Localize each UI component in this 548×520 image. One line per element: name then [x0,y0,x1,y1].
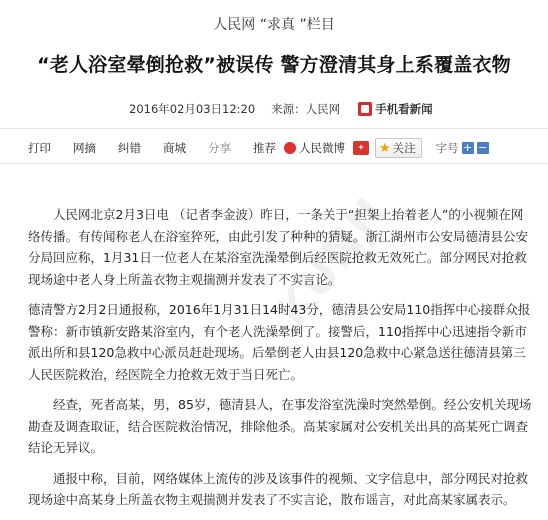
font-size-control [436,140,489,156]
column-label: 人民网 “求真 ”栏目 [213,17,335,33]
phone-news-icon [358,102,372,116]
share-label: 分享 [208,141,231,155]
paragraph: 德清警方2月2日通报称，2016年1月31日14时43分，德清县公安局110指挥中心接群众报警称：新市镇新安路某浴室内，有个老人洗澡晕倒了。接警后，110指挥中心迅速指令新市派出所和县120急救中心派员赶赴现场。后晕倒老人由县120急救中心紧急送往德清县第三人民医院救治，经医院全力抢救无效于当日死亡。 [28,302,531,382]
article-source: 来源：人民网 [271,102,341,116]
print-button[interactable]: 打印 [28,141,51,155]
article-meta [129,101,433,117]
font-increase-button[interactable]: + [463,141,473,154]
article-title: “老人浴室晕倒抢救”被误传 警方澄清其身上系覆盖衣物 [37,54,511,76]
watermark: KUNJI [266,187,399,336]
mobile-news-label: 手机看新闻 [375,102,433,116]
weibo-icon [284,142,296,154]
mobile-news-link[interactable] [358,101,433,117]
weibo-share-button[interactable] [284,140,345,156]
publish-datetime: 2016年02月03日12:20 [129,102,256,116]
font-size-label: 字号 [435,141,459,155]
divider [0,163,548,164]
recommend-label: 推荐 [253,141,276,155]
follow-button[interactable] [375,138,422,158]
weibo-label: 人民微博 [299,141,345,155]
share-icon[interactable]: ✦ [353,141,369,155]
excerpt-button[interactable]: 网摘 [73,141,96,155]
font-decrease-button[interactable]: − [478,141,488,154]
mall-button[interactable]: 商城 [163,141,186,155]
divider [0,128,548,129]
paragraph: 经查，死者高某，男，85岁，德清县人，在事发浴室洗澡时突然晕倒。经公安机关现场勘查及调查取证，结合医院救治情况，排除他杀。高某家属对公安机关出具的高某死亡调查结论无异议。 [28,397,532,455]
star-icon: ★ [379,140,391,156]
follow-label: 关注 [392,141,416,155]
paragraph: 人民网北京2月3日电 （记者李金波）昨日，一条关于“担架上抬着老人”的小视频在网络传播。有传闻称老人在浴室猝死，由此引发了种种的猜疑。浙江湖州市公安局德清县公安分局回应称，1月31日一位老人在某浴室洗澡晕倒后经医院抢救无效死亡。部分网民对抢救现场途中老人身上所盖衣物主观揣测并发表了不实言论。 [28,207,529,287]
article-body [28,204,533,520]
paragraph: 通报中称，目前，网络媒体上流传的涉及该事件的视频、文字信息中，部分网民对抢救现场途中高某身上所盖衣物主观揣测并发表了不实言论，散布谣言，对此高某家属表示。 [28,470,529,507]
article-toolbar [28,138,489,158]
correct-button[interactable]: 纠错 [118,141,141,155]
